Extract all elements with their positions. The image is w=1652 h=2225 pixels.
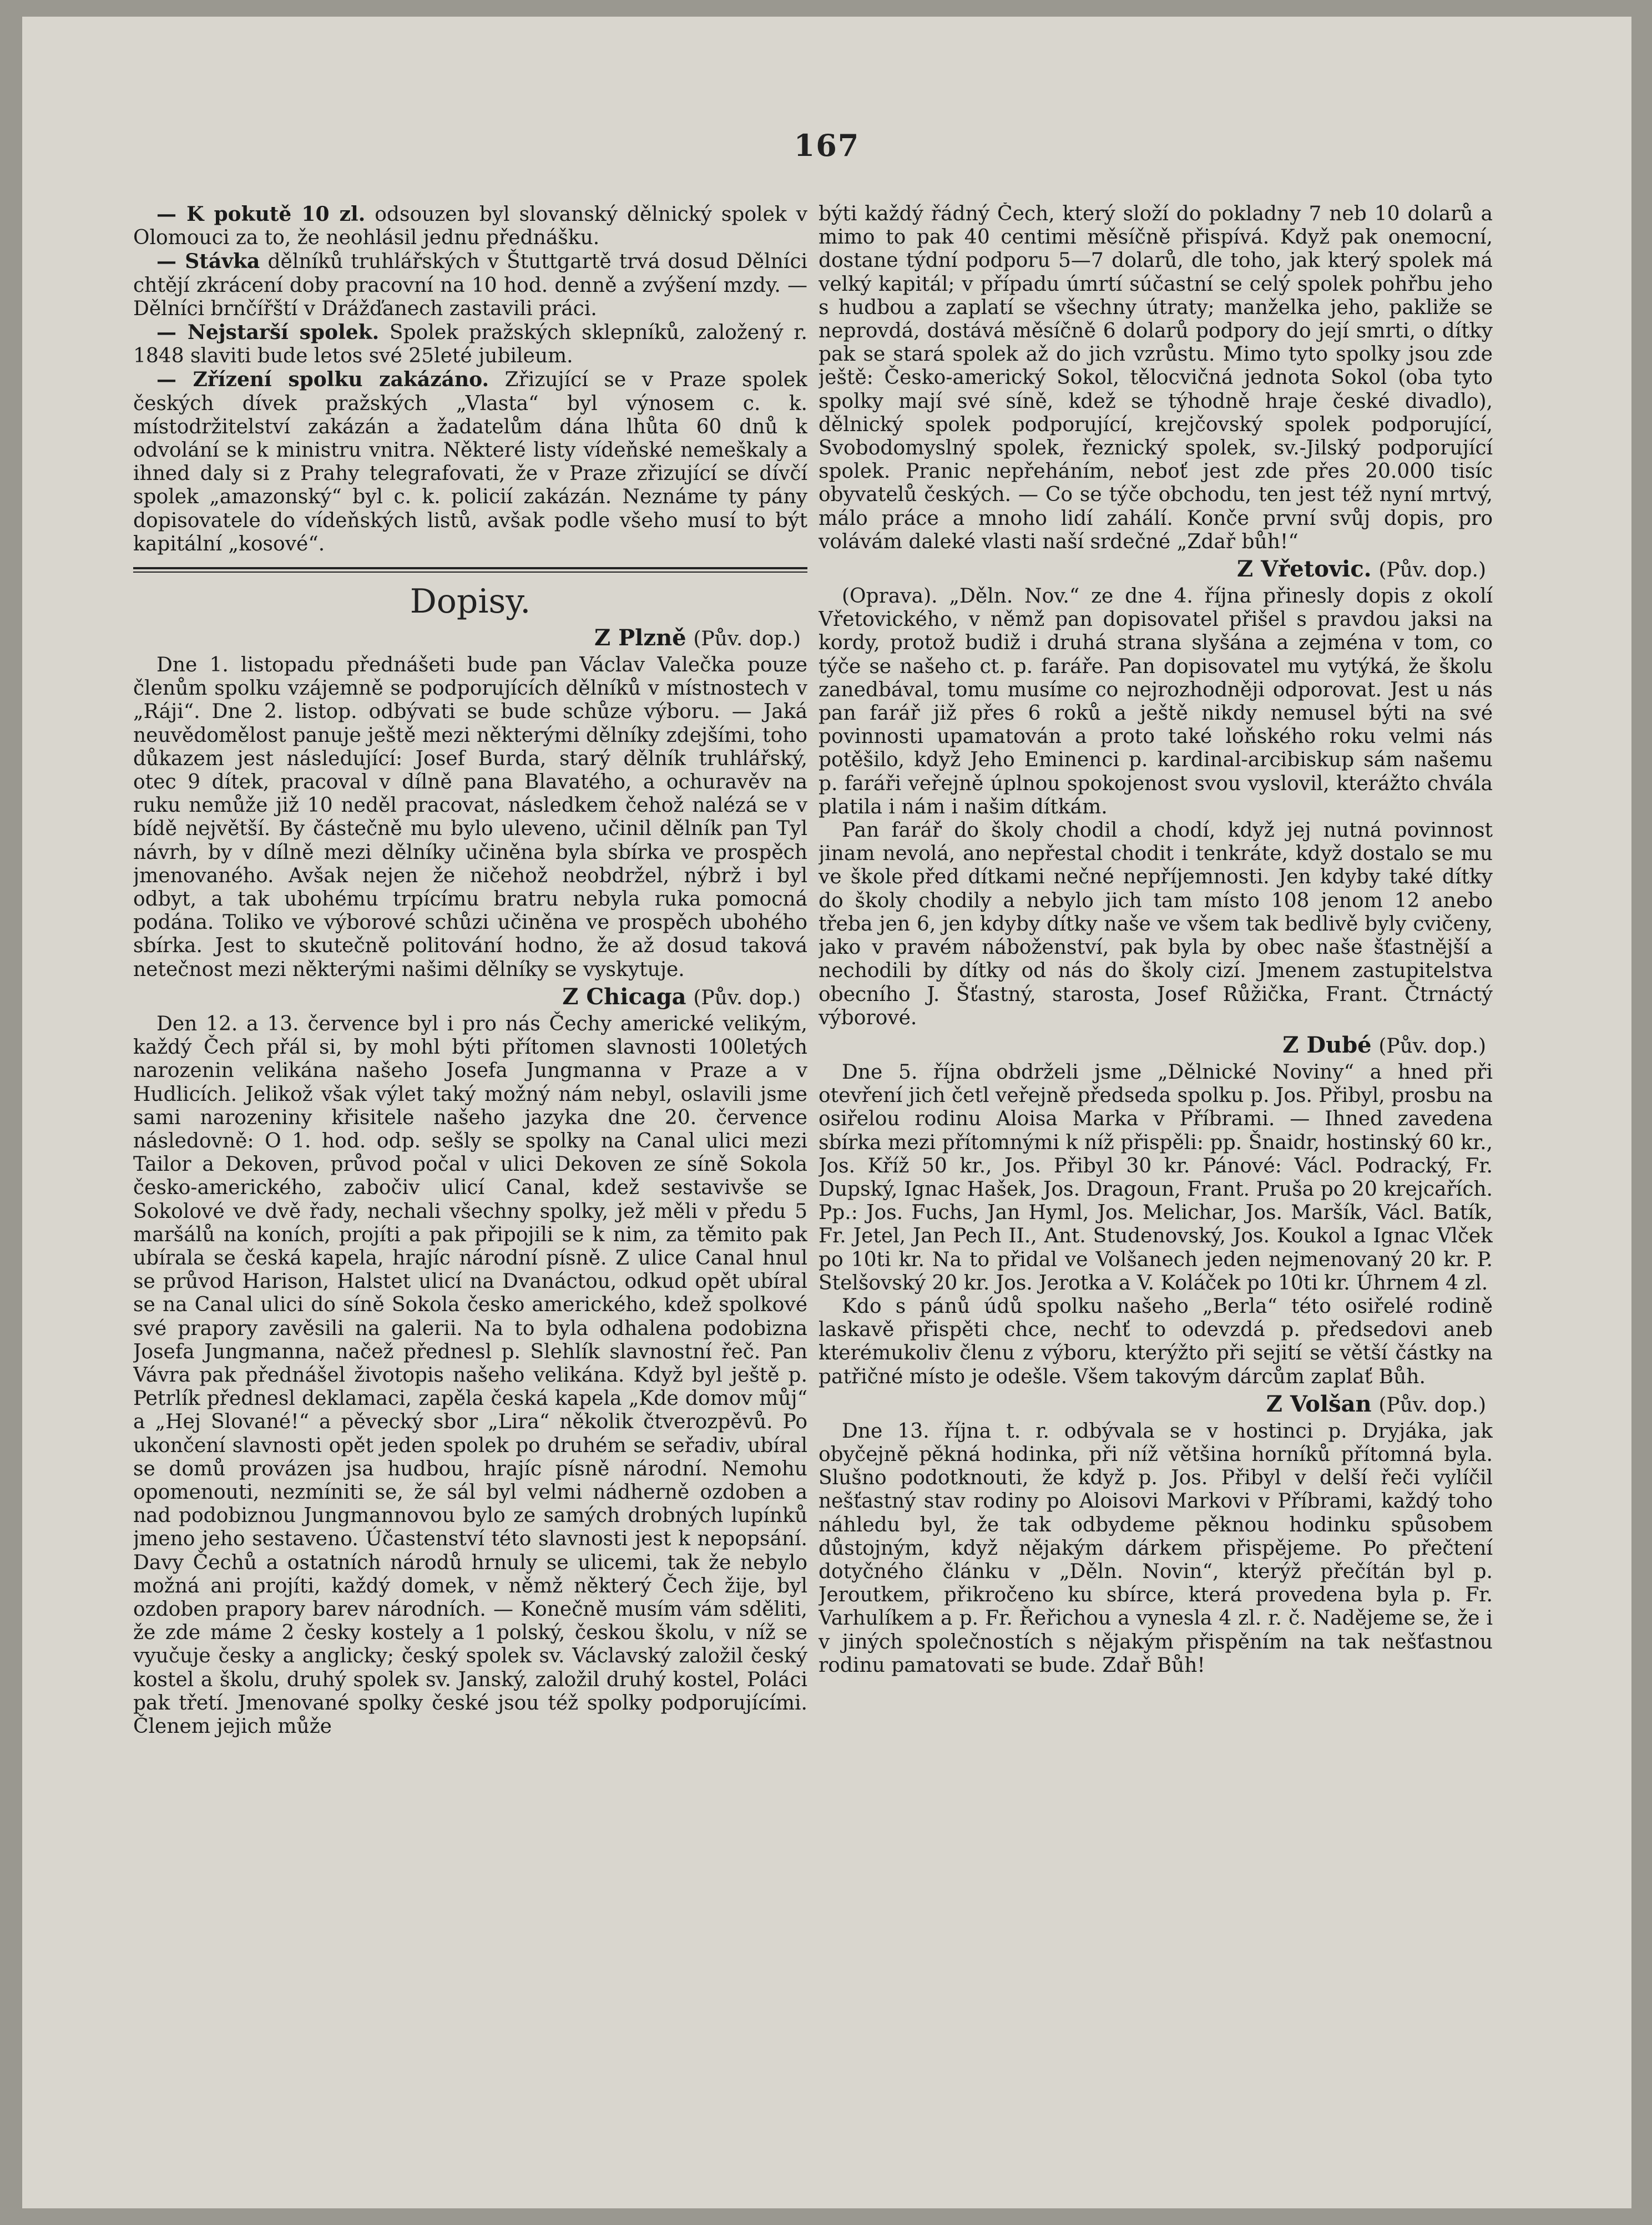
letter-city: Z Dubé: [1282, 1031, 1372, 1058]
letter-city: Z Volšan: [1266, 1390, 1372, 1417]
news-headline: — Zřízení spolku zakázáno.: [156, 368, 489, 392]
newspaper-page: [22, 17, 1631, 2208]
news-text: dělníků truhlářských v Štuttgartě trvá dosud Dělníci chtějí zkrácení doby pracovní na 10 hod. denně a zvýšení mzdy. — Dělníci brnčířští v Drážďanech zastavili práci.: [133, 250, 807, 320]
news-text: odsouzen byl slovanský dělnický spolek v Olomouci za to, že neohlásil jednu přednášku.: [133, 203, 807, 250]
letter-heading: [133, 625, 807, 653]
letter-heading: [819, 556, 1493, 584]
letter-source: (Pův. dop.): [1378, 559, 1486, 582]
letter-source: (Pův. dop.): [693, 986, 801, 1009]
letter-paragraph: Dne 1. listopadu přednášeti bude pan Václav Valečka pouze členům spolku vzájemně se podporujících dělníků v místnostech v „Ráji“. Dne 2. listop. odbývati se bude schůze výboru. — Jaká neuvědomělost panuje ještě mezi některými dělníky zdejšími, toho důkazem jest následující: Josef Burda, starý dělník truhlářský, otec 9 dítek, pracoval v dílně pana Blavatého, a ochuravěv na ruku nemůže již 10 neděl pracovat, následkem čehož nalézá se v bídě největší. By částečně mu bylo uleveno, učinil dělník pan Tyl návrh, by v dílně mezi dělníky učiněna byla sbírka ve prospěch jmenovaného. Avšak nejen že ničehož neobdržel, nýbrž i byl odbyt, a tak ubohému trpícímu bratru nebyla ruka pomocná podána. Toliko ve výborové schůzi učiněna ve prospěch ubohého sbírka. Jest to skutečně politování hodno, že až dosud taková netečnost mezi některými našimi dělníky se vyskytuje.: [133, 654, 807, 981]
letter-source: (Pův. dop.): [1378, 1393, 1486, 1417]
letter-paragraph: Dne 5. října obdrželi jsme „Dělnické Noviny“ a hned při otevření jich četl veřejně předseda spolku p. Jos. Přibyl, prosbu na osiřelou rodinu Aloisa Marka v Příbrami. — Ihned zavedena sbírka mezi přítomnými k níž přispěli: pp. Šnaidr, hostinský 60 kr., Jos. Kříž 50 kr., Jos. Přibyl 30 kr. Pánové: Václ. Podracký, Fr. Dupský, Ignac Hašek, Jos. Dragoun, Frant. Pruša po 20 krejcařích. Pp.: Jos. Fuchs, Jan Hyml, Jos. Melichar, Jos. Maršík, Václ. Batík, Fr. Jetel, Jan Pech II., Ant. Studenovský, Jos. Koukol a Ignac Vlček po 10ti kr. Na to přidal ve Volšanech jeden nejmenovaný 20 kr. P. Stelšovský 20 kr. Jos. Jerotka a V. Koláček po 10ti kr. Úhrnem 4 zl.: [819, 1060, 1493, 1294]
news-headline: — Stávka: [156, 250, 260, 274]
letter-heading: [819, 1391, 1493, 1419]
news-item: [133, 203, 807, 250]
page-number: 167: [794, 128, 860, 163]
news-text: Zřizující se v Praze spolek českých dívek pražských „Vlasta“ byl výnosem c. k. místodržitelství zakázán a žadatelům dána lhůta 60 dnů k odvolání se k ministru vnitra. Některé listy vídeňské nemeškaly a ihned daly si z Prahy telegrafovati, že v Praze zřizující se dívčí spolek „amazonský“ byl c. k. policií zakázán. Neznáme ty pány dopisovatele do vídeňských listů, avšak podle všeho musí to být kapitální „kosové“.: [133, 368, 807, 555]
news-item: [133, 250, 807, 321]
letter-paragraph: Den 12. a 13. července byl i pro nás Čechy americké velikým, každý Čech přál si, by mohl býti přítomen slavnosti 100letých narozenin velikána našeho Josefa Jungmanna v Praze a v Hudlicích. Jelikož však výlet taký možný nám nebyl, oslavili jsme sami narozeniny křisitele našeho jazyka dne 20. července následovně: O 1. hod. odp. sešly se spolky na Canal ulici mezi Tailor a Dekoven, průvod počal v ulici Dekoven ze síně Sokola česko-amerického, zabočiv ulicí Canal, kdež sestavivše se Sokolové ve dvě řady, nechali všechny spolky, jež měli v předu 5 maršálů na koních, projíti a pak připojili se k nim, za těmito pak ubírala se česká kapela, hrajíc národní písně. Z ulice Canal hnul se průvod Harison, Halstet ulicí na Dvanáctou, odkud opět ubíral se na Canal ulici do síně Sokola česko amerického, kdež spolkové své prapory zavěsili na galerii. Na to byla odhalena podobizna Josefa Jungmanna, načež přednesl p. Slehlík slavnostní řeč. Pan Vávra pak přednášel životopis našeho velikána. Když byl ještě p. Petrlík přednesl deklamaci, zapěla česká kapela „Kde domov můj“ a „Hej Slované!“ a pěvecký sbor „Lira“ několik čtverozpěvů. Po ukončení slavnosti opět jeden spolek po druhém se seřadiv, ubíral se domů provázen jsa hudbou, hrajíc písně národní. Nemohu opomenouti, nezmíniti se, že sál byl velmi nádherně ozdoben a nad podobiznou Jungmannovou bylo ze samých drobných lupínků jmeno jeho sestaveno. Účastenství této slavnosti jest k nepopsání. Davy Čechů a ostatních národů hrnuly se ulicemi, tak že nebylo možná ani projíti, každý domek, v němž některý Čech žije, byl ozdoben prapory barev národních. — Konečně musím vám sděliti, že zde máme 2 česky kostely a 1 polský, českou školu, v níž se vyučuje česky a anglicky; český spolek sv. Václavský založil český kostel a školu, druhý spolek sv. Janský, založil druhý kostel, Poláci pak třetí. Jmenované spolky české jsou též spolky podporujícími. Členem jejich může: [133, 1012, 807, 1738]
news-item: [133, 368, 807, 556]
letter-heading: [819, 1032, 1493, 1060]
letter-city: Z Vřetovic.: [1237, 556, 1372, 583]
news-text: Spolek pražských sklepníků, založený r. 1848 slaviti bude letos své 25leté jubileum.: [133, 321, 807, 368]
letter-source: (Pův. dop.): [1378, 1034, 1486, 1058]
letter-heading: [133, 984, 807, 1012]
news-headline: — Nejstarší spolek.: [156, 321, 380, 345]
letter-paragraph: Dne 13. října t. r. odbývala se v hostinci p. Dryjáka, jak obyčejně pěkná hodinka, při níž většina horníků přítomná byla. Slušno podotknouti, že když p. Jos. Přibyl v delší řeči vylíčil nešťastný stav rodiny po Aloisovi Markovi v Příbrami, každý toho náhledu byl, že tak odbydeme pěknou hodinku spůsobem důstojným, když nějakým dárkem přispějeme. Po přečtení dotyčného článku v „Děln. Novin“, kterýž přečítán byl p. Jeroutkem, přikročeno ku sbírce, která provedena byla p. Fr. Varhulíkem a p. Fr. Řeřichou a vynesla 4 zl. r. č. Nadějeme se, že i v jiných společnostích s nějakým přispěním na tak nešťastnou rodinu pamatovati se bude. Zdař Bůh!: [819, 1419, 1493, 1677]
letter-city: Z Plzně: [594, 625, 686, 651]
letter-paragraph: Pan farář do školy chodil a chodí, když jej nutná povinnost jinam nevolá, ano nepřestal chodit i tenkráte, když dostalo se mu ve škole před dítkami nečné nepříjemnosti. Jen kdyby také dítky do školy chodily a nebylo jich tam místo 108 jenom 12 anebo třeba jen 6, jen kdyby dítky naše ve všem tak bedlivě byly cvičeny, jako v pravém náboženství, pak byla by obec naše šťastnější a nechodili by dítky od nás do školy cizí. Jmenem zastupitelstva obecního J. Šťastný, starosta, Josef Růžička, Frant. Čtrnáctý výborové.: [819, 819, 1493, 1029]
continued-text: býti každý řádný Čech, který složí do pokladny 7 neb 10 dolarů a mimo to pak 40 centimi měsíčně přispívá. Když pak onemocní, dostane týdní podporu 5—7 dolarů, dle toho, jak který spolek má velký kapitál; v případu úmrtí súčastní se celý spolek pohřbu jeho s hudbou a zaplatí se všechny útraty; manželka jeho, pakliže se neprovdá, dostává měsíčně 6 dolarů podpory do její smrti, o dítky pak se stará spolek až do jich vzrůstu. Mimo tyto spolky jsou zde ještě: Česko-americký Sokol, tělocvičná jednota Sokol (oba tyto spolky mají své síně, kdež se týhodně hraje české divadlo), dělnický spolek podporující, krejčovský spolek podporující, Svobodomyslný spolek, řeznický spolek, sv.-Jilský podporující spolek. Pranic nepřeháním, neboť jest zde přes 20.000 tisíc obyvatelů českých. — Co se týče obchodu, ten jest též nyní mrtvý, málo práce a mnoho lidí zahálí. Konče první svůj dopis, pro volávám daleké vlasti naší srdečné „Zdař bůh!“: [819, 203, 1493, 553]
letter-paragraph: Kdo s pánů údů spolku našeho „Berla“ této osiřelé rodině laskavě přispěti chce, nechť to odevzdá p. předsedovi aneb kterémukoliv členu z výboru, kterýžto při sejití se větší částky na patřičné místo je odešle. Všem takovým dárcům zaplať Bůh.: [819, 1294, 1493, 1388]
left-column: [133, 203, 807, 2178]
right-column: [819, 203, 1493, 2178]
news-item: [133, 321, 807, 368]
news-headline: — K pokutě 10 zl.: [156, 203, 366, 226]
letter-source: (Pův. dop.): [693, 628, 801, 651]
letter-city: Z Chicaga: [562, 983, 686, 1010]
section-divider: [133, 567, 807, 573]
letter-paragraph: (Oprava). „Děln. Nov.“ ze dne 4. října přinesly dopis z okolí Vřetovického, v němž pan dopisovatel přišel s pravdou jaksi na kordy, protož budiž i druhá strana slyšána a zejména v tom, co týče se našeho ct. p. faráře. Pan dopisovatel mu vytýká, že školu zanedbával, tomu musíme co nejrozhodněji odporovat. Jest u nás pan farář již přes 6 roků a ještě nikdy nemusel býti na své povinnosti upamatován a proto také loňského roku velmi nás potěšilo, když Jeho Eminenci p. kardinal-arcibiskup sám našemu p. faráři veřejně úplnou spokojenost svou vyslovil, kterážto chvála platila i nám i našim dítkám.: [819, 585, 1493, 818]
section-title: Dopisy.: [410, 582, 531, 621]
